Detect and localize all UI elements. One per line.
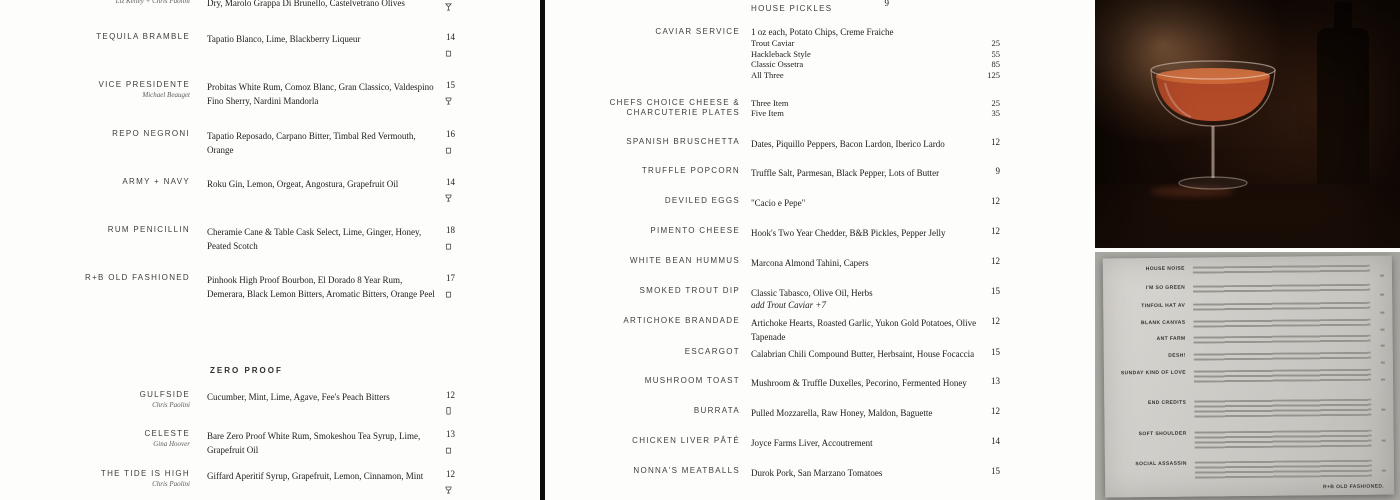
food-menu-page [545,0,1090,500]
item-price: 9 [995,166,1000,176]
menu-card-item-name: DESH! [1168,352,1186,359]
photo-vignette [1095,0,1400,248]
item-attribution: Michael Beauget [142,91,190,99]
item-name: THE TIDE IS HIGH [100,469,190,478]
item-description: Calabrian Chili Compound Butter, Herbsaint, House Focaccia [751,349,975,359]
option-row [751,49,1000,60]
item-description: Dry, Marolo Grappa Di Brunello, Castelvetrano Olives [207,0,405,8]
menu-item [545,196,1090,210]
menu-card-item-price [1371,351,1385,369]
menu-card-item-text [1195,460,1372,479]
option-price: 55 [991,48,1000,59]
menu-card-item-price [1370,301,1384,319]
option-price: 25 [991,38,1000,48]
option-row [751,70,1000,81]
menu-item [0,177,540,191]
menu-card-item-name: BLANK CANVAS [1140,319,1186,327]
cocktail-menu-page [0,0,540,500]
menu-card-item-name: TINFOIL HAT AV [1141,302,1186,310]
item-description: Roku Gin, Lemon, Orgeat, Angostura, Grapefruit Oil [207,179,399,189]
menu-item [545,347,1090,361]
coupe-glass-icon [444,93,453,103]
item-price: 15 [991,347,1000,357]
item-price: 17 [446,273,455,283]
item-name: TEQUILA BRAMBLE [96,32,190,41]
item-name: BURRATA [693,406,740,415]
menu-item [545,256,1090,270]
menu-item [0,129,540,157]
option-label: Trout Caviar [751,38,795,48]
item-note: add Trout Caviar +7 [751,300,827,310]
menu-card-item-price [1370,264,1384,282]
menu-card-item-price [1371,368,1385,386]
item-description: Hook's Two Year Chedder, B&B Pickles, Pepper Jelly [751,228,946,238]
option-row [751,59,1000,70]
option-label: Three Item [751,98,789,108]
item-price: 18 [446,225,455,235]
item-price: 9 [884,0,889,8]
highball-glass-icon [444,403,453,413]
item-price: 15 [446,80,455,90]
item-name: WHITE BEAN HUMMUS [629,256,740,265]
item-description: Marcona Almond Tahini, Capers [751,258,869,268]
option-price: 85 [991,59,1000,69]
item-price: 14 [446,177,455,187]
option-label: Classic Ossetra [751,59,804,69]
item-name: HOUSE PICKLES [751,4,833,13]
menu-item [545,466,1090,480]
item-description: Pinhook High Proof Bourbon, El Dorado 8 Year Rum, Demerara, Black Lemon Bitters, Aromatic Bitters, Orange Peel [207,275,435,299]
item-name: TRUFFLE POPCORN [641,166,740,175]
item-name: CHARCUTERIE PLATES [626,108,740,117]
item-description: Tapatio Blanco, Lime, Blackberry Liqueur [207,34,361,44]
menu-item [0,225,540,253]
option-price: 35 [991,108,1000,118]
zero-proof-section-header: ZERO PROOF [210,366,283,375]
item-name: GULFSIDE [139,390,190,399]
item-name: R+B OLD FASHIONED [84,273,190,282]
menu-item [545,286,1090,311]
menu-card-item-text [1194,352,1371,361]
option-row [751,108,1000,118]
item-price: 15 [991,286,1000,296]
item-description: Cheramie Cane & Table Cask Select, Lime, Ginger, Honey, Peated Scotch [207,227,422,251]
option-price: 25 [991,98,1000,108]
item-price: 16 [446,129,455,139]
menu-card-item-name: I'M SO GREEN [1145,284,1186,292]
menu-card-item-name: END CREDITS [1147,399,1187,407]
item-price: 15 [991,466,1000,476]
caviar-options [751,27,1000,80]
menu-item [545,436,1090,450]
rocks-glass-icon [444,142,453,152]
menu-card-item-text [1194,335,1371,344]
item-name: MUSHROOM TOAST [644,376,740,385]
menu-card-item-name: SUNDAY KIND OF LOVE [1120,369,1186,377]
menu-card-item-name: ANT FARM [1156,335,1186,342]
item-name: SMOKED TROUT DIP [639,286,740,295]
cheese-options [751,98,1000,118]
menu-card-photo [1095,252,1400,500]
menu-item [545,27,1090,80]
martini-glass-icon [444,0,453,9]
item-description: Classic Tabasco, Olive Oil, Herbs add Trout Caviar +7 [751,286,995,311]
item-description: Probitas White Rum, Comoz Blanc, Gran Classico, Valdespino Fino Sherry, Nardini Mandorla [207,82,434,106]
item-description: Bare Zero Proof White Rum, Smokeshou Tea Syrup, Lime, Grapefruit Oil [207,431,421,455]
option-label: Five Item [751,108,784,118]
item-attribution: Gina Hoover [153,440,190,448]
option-row [751,38,1000,49]
menu-card-item [1111,459,1386,480]
item-name: VICE PRESIDENTE [98,80,190,89]
item-price: 12 [991,137,1000,147]
item-price: 12 [991,256,1000,266]
menu-card-item-text [1193,319,1370,328]
rocks-glass-icon [444,286,453,296]
item-price: 14 [446,32,455,42]
item-description: Pulled Mozzarella, Raw Honey, Maldon, Baguette [751,408,933,418]
item-description: Truffle Salt, Parmesan, Black Pepper, Lots of Butter [751,168,940,178]
item-price: 14 [991,436,1000,446]
menu-card-item-price [1372,459,1386,477]
item-name: CAVIAR SERVICE [655,27,740,36]
menu-card-item-text [1193,302,1370,311]
menu-item [545,406,1090,420]
menu-item [751,0,951,16]
rocks-glass-icon [444,238,453,248]
menu-card-item [1110,398,1385,419]
item-description: "Cacio e Pepe" [751,198,806,208]
item-description: Joyce Farms Liver, Accoutrement [751,438,873,448]
menu-card-item-price [1370,283,1384,301]
menu-item [0,273,540,301]
menu-card-item [1111,429,1386,450]
menu-card-item-text [1194,399,1371,418]
item-name: CELESTE [144,429,190,438]
rocks-glass-icon [444,45,453,55]
item-description: Artichoke Hearts, Roasted Garlic, Yukon Gold Potatoes, Olive Tapenade [751,318,977,342]
item-price: 12 [446,469,455,479]
rocks-glass-icon [444,442,453,452]
menu-card-item-name: SOFT SHOULDER [1138,430,1187,438]
coupe-glass-icon [444,190,453,200]
menu-card-item-name: HOUSE NOISE [1145,265,1185,273]
menu-item [545,137,1090,151]
coupe-glass-icon [444,482,453,492]
option-price: 125 [987,69,1000,80]
menu-item [0,32,540,46]
item-price: 12 [991,226,1000,236]
menu-item [0,390,540,409]
menu-item [545,376,1090,390]
item-attribution: Liz Kelley + Chris Paolini [115,0,190,5]
item-price: 12 [446,390,455,400]
item-name: RUM PENICILLIN [107,225,190,234]
item-description: Cucumber, Mint, Lime, Agave, Fee's Peach Bitters [207,392,390,402]
option-label: Hackleback Style [751,48,811,59]
item-description: Giffard Aperitif Syrup, Grapefruit, Lemon, Cinnamon, Mint [207,471,424,481]
menu-card-item [1110,368,1385,389]
menu-card-item [1109,264,1384,285]
item-name: ARTICHOKE BRANDADE [623,316,740,325]
item-attribution: Chris Paolini [152,401,190,409]
menu-card-item-text [1193,265,1370,274]
item-name: CHICKEN LIVER PÂTÉ [632,436,740,445]
item-description: Tapatio Reposado, Carpano Bitter, Timbal Red Vermouth, Orange [207,131,416,155]
menu-item [0,80,540,108]
menu-card [1103,255,1394,497]
menu-item [545,316,1090,344]
menu-card-item-name: SOCIAL ASSASSIN [1135,460,1187,468]
menu-item [0,429,540,457]
cocktail-photo [1095,0,1400,248]
item-attribution: Chris Paolini [152,480,190,488]
item-price: 13 [446,429,455,439]
menu-card-item-text [1194,369,1371,383]
item-price: 13 [991,376,1000,386]
item-name: ARMY + NAVY [122,177,190,186]
item-name: SPANISH BRUSCHETTA [626,137,740,146]
item-description: Durok Pork, San Marzano Tomatoes [751,468,883,478]
menu-card-item-text [1193,284,1370,293]
menu-item [0,0,540,10]
menu-item [545,98,1090,118]
menu-item [545,166,1090,180]
item-description: Mushroom & Truffle Duxelles, Pecorino, Fermented Honey [751,378,967,388]
option-label: All Three [751,69,784,80]
option-row [751,98,1000,108]
item-name: PIMENTO CHEESE [650,226,740,235]
menu-card-item-price [1371,334,1385,352]
item-name: ESCARGOT [684,347,740,356]
menu-item [545,226,1090,240]
menu-card-footnote: R+B OLD FASHIONED. [1322,483,1385,491]
item-description: 1 oz each, Potato Chips, Creme Fraiche [751,27,894,37]
menu-card-item-price [1371,398,1385,416]
item-name: NONNA'S MEATBALLS [633,466,740,475]
item-name: REPO NEGRONI [112,129,190,138]
item-price: 12 [991,406,1000,416]
item-price: 12 [991,196,1000,206]
item-name: DEVILED EGGS [664,196,740,205]
menu-card-item-text [1195,430,1372,449]
menu-card-item-price [1372,429,1386,447]
item-description: Dates, Piquillo Peppers, Bacon Lardon, Iberico Lardo [751,139,945,149]
menu-item [0,469,540,488]
item-name: CHEFS CHOICE CHEESE & [609,98,740,107]
item-price: 12 [991,316,1000,326]
